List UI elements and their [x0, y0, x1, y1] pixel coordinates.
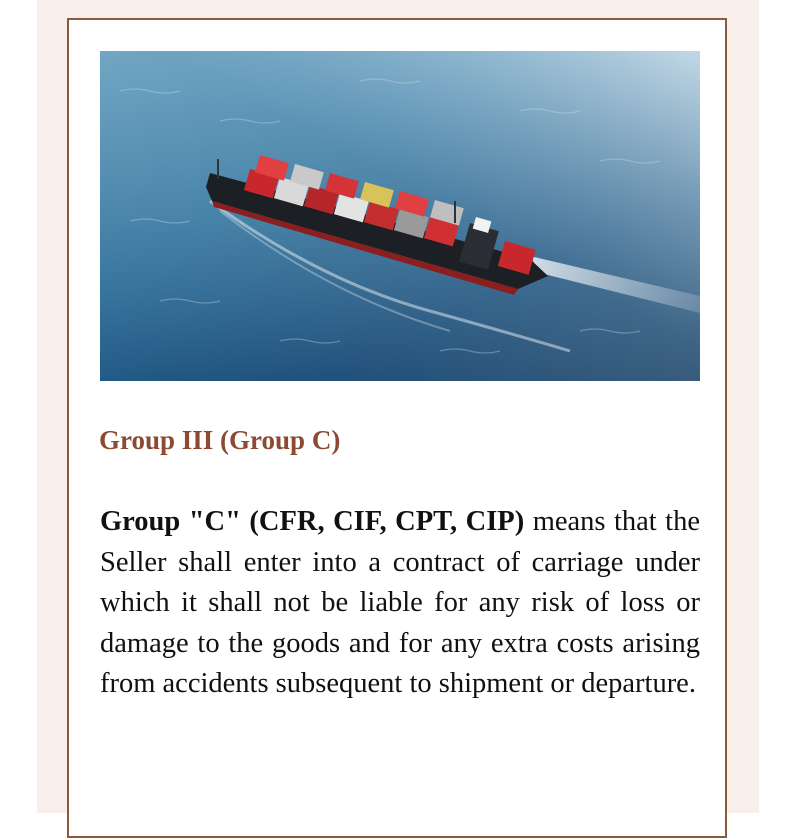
- container-ship-image: [100, 51, 700, 381]
- content-card: [67, 18, 727, 838]
- body-paragraph: [100, 502, 700, 705]
- section-heading: Group III (Group C): [99, 425, 341, 455]
- incoterms-group-c-term: Group "C" (CFR, CIF, CPT, CIP): [100, 506, 525, 537]
- paragraph-rest: means that the Seller shall enter into a contract of carriage under which it shall not be liable for any risk of loss or damage to the goods and for any extra costs arising from accidents subsequent to shipment or departure.: [100, 506, 700, 700]
